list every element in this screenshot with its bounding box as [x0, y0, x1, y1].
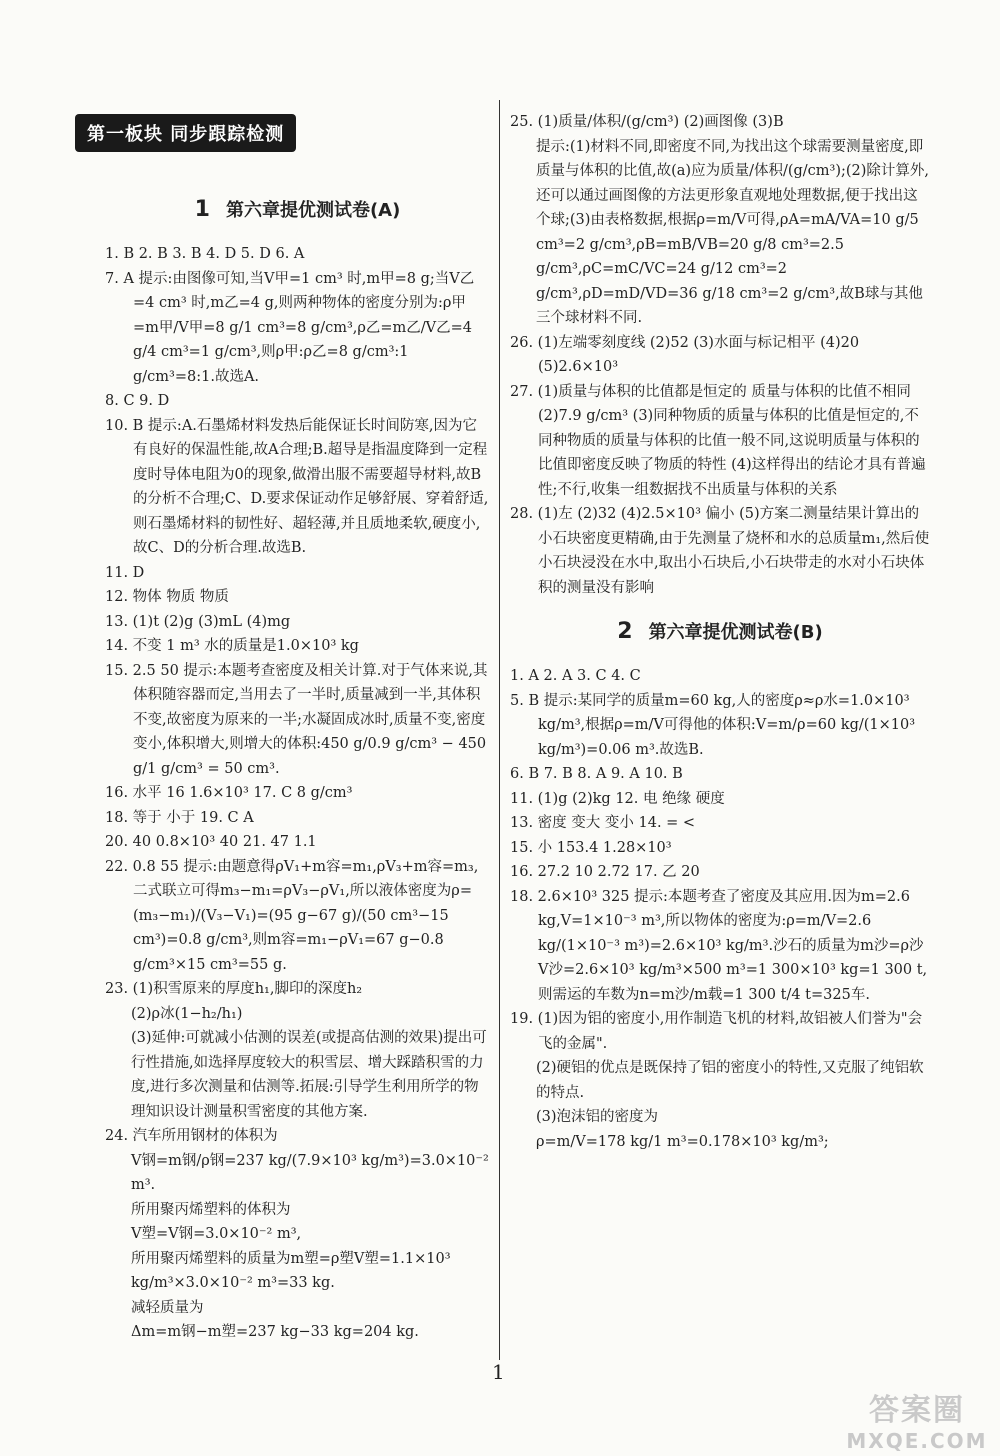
answer-line: 减轻质量为 — [131, 1299, 204, 1316]
right-column — [510, 110, 930, 1154]
answer-line: (3)延伸:可就减小估测的误差(或提高估测的效果)提出可行性措施,如选择厚度较大的积雪层、增大踩踏积雪的力度,进行多次测量和估测等.拓展:引导学生利用所学的物理知识设计测量积雪密度的其他方案. — [131, 1030, 487, 1120]
answer-line: 26. (1)左端零刻度线 (2)52 (3)水面与标记相平 (4)20 (5)2.6×10³ — [510, 334, 860, 375]
answer-line: 10. B 提示:A.石墨烯材料发热后能保证长时间防寒,因为它有良好的保温性能,故A合理;B.超导是指温度降到一定程度时导体电阻为0的现象,做滑出服不需要超导材料,故B的分析不合理;C、D.要求保证动作足够舒展、穿着舒适,则石墨烯材料的韧性好、超轻薄,并且质地柔软,硬度小,故C、D的分析合理.故选B. — [105, 417, 489, 556]
page-number: 1 — [492, 1360, 505, 1384]
test-b-title — [510, 618, 930, 644]
answer-line: 18. 等于 小于 19. C A — [105, 809, 254, 826]
answer-line: 提示:(1)材料不同,即密度不同,为找出这个球需要测量密度,即质量与体积的比值,故(a)应为质量/体积/(g/cm³);(2)除计算外,还可以通过画图像的方法更形象直观地处理数据,便于找出这个球;(3)由表格数据,根据ρ=m/V可得,ρA=mA/VA=10 g/5 cm³=2 g/cm³,ρB=mB/VB=20 g/8 cm³=2.5 g/cm³,ρC=mC/VC=24 g/12 cm³=2 g/cm³,ρD=mD/VD=36 g/18 cm³=2 g/cm³,故B球与其他三个球材料不同. — [536, 138, 930, 326]
answer-line: 23. (1)积雪原来的厚度h₁,脚印的深度h₂ — [105, 981, 363, 997]
answer-line: 6. B 7. B 8. A 9. A 10. B — [510, 766, 683, 782]
answer-line: 1. B 2. B 3. B 4. D 5. D 6. A — [105, 246, 305, 262]
answer-line: (2)硬铝的优点是既保持了铝的密度小的特性,又克服了纯铝软的特点. — [536, 1060, 924, 1101]
answer-line: (3)泡沫铝的密度为 — [536, 1109, 659, 1125]
answer-line: 13. 密度 变大 变小 14. = < — [510, 815, 696, 831]
answer-line: (2)ρ冰(1−h₂/h₁) — [131, 1005, 243, 1022]
test-a-number: 1 — [194, 197, 210, 222]
answer-line: 11. (1)g (2)kg 12. 电 绝缘 硬度 — [510, 790, 725, 807]
answer-line: 15. 小 153.4 1.28×10³ — [510, 839, 672, 856]
answer-line: 14. 不变 1 m³ 水的质量是1.0×10³ kg — [105, 638, 359, 654]
watermark-line2: MXQE.COM — [846, 1429, 988, 1453]
test-b-heading: 第六章提优测试卷(B) — [648, 622, 823, 643]
answer-line: 20. 40 0.8×10³ 40 21. 47 1.1 — [105, 834, 317, 850]
test-b-number: 2 — [617, 619, 633, 644]
answer-line: 13. (1)t (2)g (3)mL (4)mg — [105, 613, 291, 630]
answer-line: 16. 27.2 10 2.72 17. 乙 20 — [510, 864, 700, 880]
answer-line: 22. 0.8 55 提示:由题意得ρV₁+m容=m₁,ρV₃+m容=m₃,二式联立可得m₃−m₁=ρV₃−ρV₁,所以液体密度为ρ=(m₃−m₁)/(V₃−V₁)=(95 g−67 g)/(50 cm³−15 cm³)=0.8 g/cm³,则m容=m₁−ρV₁=67 g−0.8 g/cm³×15 cm³=55 g. — [105, 858, 479, 973]
answer-line: 8. C 9. D — [105, 393, 170, 409]
left-column — [87, 110, 490, 1345]
answer-line: 12. 物体 物质 物质 — [105, 589, 229, 605]
test-a-heading: 第六章提优测试卷(A) — [225, 200, 401, 221]
answer-line: 28. (1)左 (2)32 (4)2.5×10³ 偏小 (5)方案二测量结果计算出的小石块密度更精确,由于先测量了烧杯和水的总质量m₁,然后使小石块浸没在水中,取出小石块后,小石块带走的水对小石块体积的测量没有影响 — [510, 506, 930, 596]
answer-line: 11. D — [105, 564, 145, 581]
answer-line: V钢=m钢/ρ钢=237 kg/(7.9×10³ kg/m³)=3.0×10⁻² m³. — [131, 1152, 489, 1193]
answer-line: 25. (1)质量/体积/(g/cm³) (2)画图像 (3)B — [510, 114, 784, 130]
test-a-title — [105, 196, 490, 222]
answer-line: 19. (1)因为铝的密度小,用作制造飞机的材料,故铝被人们誉为"会飞的金属". — [510, 1011, 923, 1052]
answer-line: 7. A 提示:由图像可知,当V甲=1 cm³ 时,m甲=8 g;当V乙=4 cm³ 时,m乙=4 g,则两种物体的密度分别为:ρ甲=m甲/V甲=8 g/1 cm³=8 g/cm³,ρ乙=m乙/V乙=4 g/4 cm³=1 g/cm³,则ρ甲:ρ乙=8 g/cm³:1 g/cm³=8:1.故选A. — [105, 270, 475, 385]
watermark-line1: 答案圈 — [869, 1393, 965, 1428]
section-banner: 第一板块 同步跟踪检测 — [75, 114, 296, 152]
answer-line: 16. 水平 16 1.6×10³ 17. C 8 g/cm³ — [105, 785, 353, 801]
answer-line: 24. 汽车所用钢材的体积为 — [105, 1128, 278, 1144]
answer-line: 所用聚丙烯塑料的质量为m塑=ρ塑V塑=1.1×10³ kg/m³×3.0×10⁻² m³=33 kg. — [131, 1250, 451, 1291]
answer-line: V塑=V钢=3.0×10⁻² m³, — [131, 1226, 302, 1242]
column-divider — [499, 100, 500, 1360]
answer-line: 所用聚丙烯塑料的体积为 — [131, 1201, 291, 1218]
answer-line: 5. B 提示:某同学的质量m=60 kg,人的密度ρ≈ρ水=1.0×10³ kg/m³,根据ρ=m/V可得他的体积:V=m/ρ=60 kg/(1×10³ kg/m³)=0.06 m³.故选B. — [510, 692, 916, 758]
answer-line: 18. 2.6×10³ 325 提示:本题考查了密度及其应用.因为m=2.6 kg,V=1×10⁻³ m³,所以物体的密度为:ρ=m/V=2.6 kg/(1×10⁻³ m³)=2.6×10³ kg/m³.沙石的质量为m沙=ρ沙V沙=2.6×10³ kg/m³×500 m³=1 300×10³ kg=1 300 t,则需运的车数为n=m沙/m载=1 300 t/4 t=325车. — [510, 888, 928, 1003]
watermark-logo — [842, 1385, 992, 1453]
answer-line: 27. (1)质量与体积的比值都是恒定的 质量与体积的比值不相同 (2)7.9 g/cm³ (3)同种物质的质量与体积的比值是恒定的,不同种物质的质量与体积的比值一般不同,这说明质量与体积的比值即密度反映了物质的特性 (4)这样得出的结论才具有普遍性;不行,收集一组数据找不出质量与体积的关系 — [510, 383, 926, 498]
answer-line: Δm=m钢−m塑=237 kg−33 kg=204 kg. — [131, 1324, 419, 1340]
answer-line: ρ=m/V=178 kg/1 m³=0.178×10³ kg/m³; — [536, 1133, 829, 1150]
answer-line: 1. A 2. A 3. C 4. C — [510, 668, 641, 684]
answer-line: 15. 2.5 50 提示:本题考查密度及相关计算.对于气体来说,其体积随容器而定,当用去了一半时,质量减到一半,其体积不变,故密度为原来的一半;水凝固成冰时,质量不变,密度变小,体积增大,则增大的体积:450 g/0.9 g/cm³ − 450 g/1 g/cm³ = 50 cm³. — [105, 662, 488, 777]
